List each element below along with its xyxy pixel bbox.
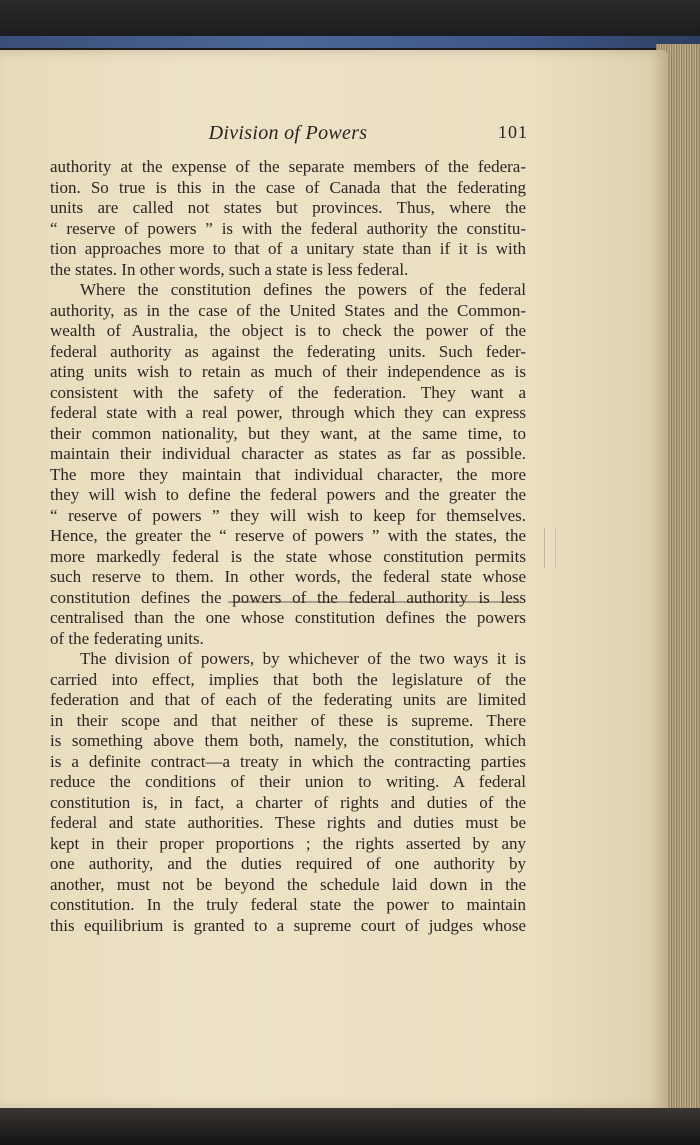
running-title: Division of Powers	[208, 122, 368, 144]
pencil-margin-mark	[544, 528, 556, 568]
text-line: Hence, the greater the “ reserve of powers ” with the states, the	[50, 526, 526, 545]
text-line: wealth of Australia, the object is to check the power of the	[50, 321, 526, 340]
text-line: consistent with the safety of the federation. They want a	[50, 382, 526, 402]
bottom-background	[0, 1108, 700, 1145]
text-line: their common nationality, but they want, at the same time, to	[50, 423, 526, 443]
text-line: authority at the expense of the separate members of the federa-	[50, 157, 526, 176]
text-line: reduce the conditions of their union to writing. A federal	[50, 772, 526, 791]
body-text	[50, 157, 526, 936]
text-line: federation and that of each of the federating units are limited	[50, 690, 526, 709]
text-line: “ reserve of powers ” they will wish to keep for themselves.	[50, 505, 526, 525]
text-line: they will wish to define the federal powers and the greater the	[50, 485, 526, 504]
text-line: “ reserve of powers ” is with the federal authority the constitu-	[50, 218, 526, 238]
text-line: federal and state authorities. These rights and duties must be	[50, 813, 526, 832]
book-cover-edge	[0, 36, 700, 48]
text-line: one authority, and the duties required of one authority by	[50, 854, 526, 873]
text-line: centralised than the one whose constitution defines the powers	[50, 608, 526, 627]
text-line: the states. In other words, such a state is less federal.	[50, 259, 409, 279]
text-line: The more they maintain that individual character, the more	[50, 464, 526, 484]
text-line: ating units wish to retain as much of their independence as is	[50, 362, 526, 381]
page-number: 101	[498, 122, 528, 142]
text-line: constitution is, in fact, a charter of rights and duties of the	[50, 792, 526, 812]
text-line: is something above them both, namely, the constitution, which	[50, 731, 526, 750]
text-line: carried into effect, implies that both the legislature of the	[50, 669, 526, 689]
text-line: Where the constitution defines the powers of the federal	[80, 280, 526, 299]
text-line: more markedly federal is the state whose constitution permits	[50, 546, 526, 566]
text-line: another, must not be beyond the schedule laid down in the	[50, 874, 526, 894]
text-line: federal state with a real power, through which they can express	[50, 403, 526, 422]
text-line: units are called not states but provinces. Thus, where the	[50, 198, 526, 217]
text-line: The division of powers, by whichever of the two ways it is	[80, 649, 526, 668]
text-line: tion. So true is this in the case of Canada that the federating	[50, 177, 526, 197]
text-line: in their scope and that neither of these is supreme. There	[50, 710, 526, 730]
text-line: this equilibrium is granted to a supreme court of judges whose	[50, 915, 526, 935]
text-line: constitution. In the truly federal state the power to maintain	[50, 895, 526, 914]
text-line: tion approaches more to that of a unitary state than if it is with	[50, 239, 526, 258]
text-line: federal authority as against the federating units. Such feder-	[50, 341, 526, 361]
text-line: kept in their proper proportions ; the rights asserted by any	[50, 833, 526, 853]
text-line: of the federating units.	[50, 628, 204, 648]
page-header	[48, 122, 528, 146]
text-line: maintain their individual character as states as far as possible.	[50, 444, 526, 463]
text-line: constitution defines the powers of the federal authority is less	[50, 587, 526, 607]
text-line: such reserve to them. In other words, the federal state whose	[50, 567, 526, 586]
text-line: authority, as in the case of the United States and the Common-	[50, 300, 526, 320]
text-line: is a definite contract—a treaty in which the contracting parties	[50, 751, 526, 771]
